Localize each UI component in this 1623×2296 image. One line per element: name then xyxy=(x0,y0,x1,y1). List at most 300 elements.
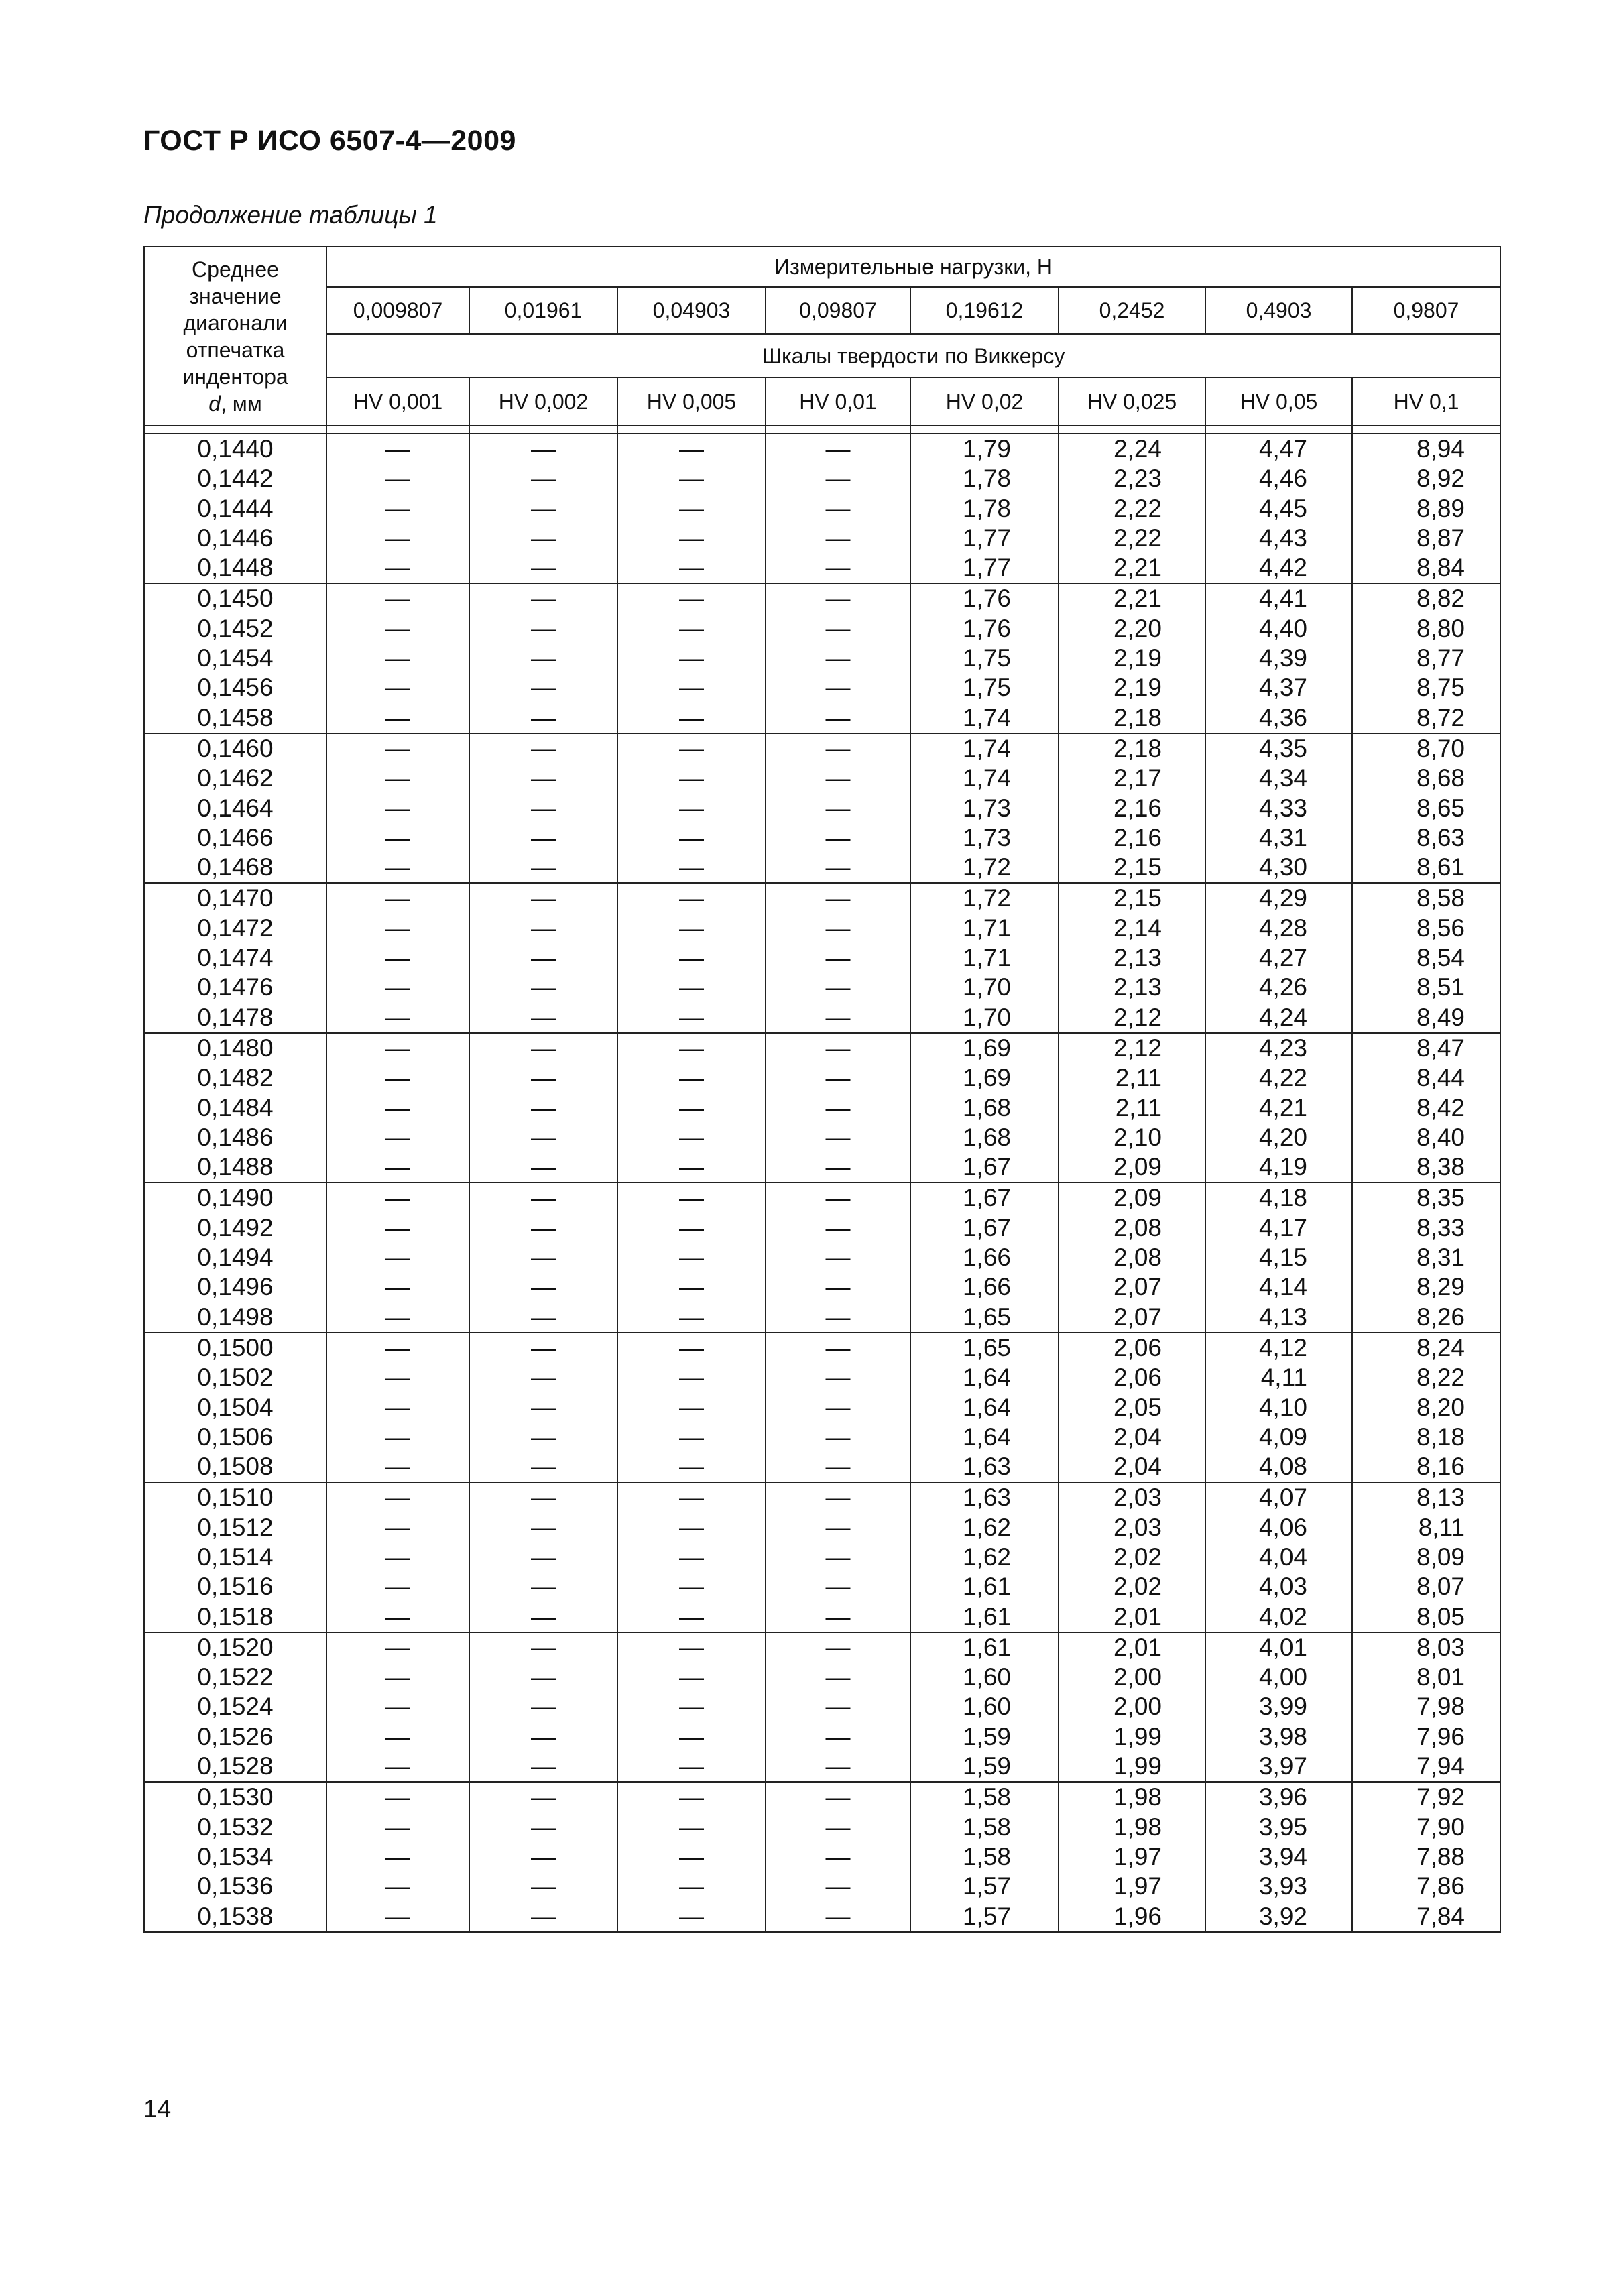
cell-value: 0,1528 xyxy=(197,1752,274,1780)
cell-value: 1,58 xyxy=(962,1783,1011,1811)
loads-title: Измерительные нагрузки, Н xyxy=(326,247,1500,287)
cell-value: 1,69 xyxy=(962,1064,1011,1092)
cell-value: — xyxy=(531,1813,556,1841)
cell-value: 0,1526 xyxy=(197,1722,274,1750)
cell-value: — xyxy=(531,644,556,672)
cell-value: 8,58 xyxy=(1417,884,1465,912)
cell-value: 0,1472 xyxy=(197,914,274,942)
empty-value-cell xyxy=(469,1632,617,1782)
cell-value: — xyxy=(531,1513,556,1541)
cell-value: 3,93 xyxy=(1258,1872,1307,1900)
hv0-025-cell xyxy=(1059,733,1205,883)
cell-value: — xyxy=(679,1902,704,1930)
cell-value: — xyxy=(825,764,851,792)
cell-value: 2,09 xyxy=(1113,1153,1162,1181)
hv0-05-cell xyxy=(1205,1033,1352,1183)
cell-value: 2,22 xyxy=(1113,494,1162,522)
cell-value: 7,90 xyxy=(1417,1813,1465,1841)
cell-value: 7,96 xyxy=(1417,1722,1465,1750)
cell-value: 4,29 xyxy=(1258,884,1307,912)
cell-value: — xyxy=(679,1423,704,1451)
cell-value: — xyxy=(825,734,851,762)
cell-value: — xyxy=(825,1453,851,1481)
cell-value: — xyxy=(385,1872,410,1900)
hv0-05-cell xyxy=(1205,434,1352,583)
cell-value: 2,18 xyxy=(1113,734,1162,762)
cell-value: 8,18 xyxy=(1417,1423,1465,1451)
cell-value: 0,1492 xyxy=(197,1213,274,1242)
scale-header-cell: HV 0,005 xyxy=(617,377,766,426)
cell-value: — xyxy=(385,1484,410,1512)
hv0-1-cell xyxy=(1352,1482,1500,1632)
cell-value: — xyxy=(385,1093,410,1122)
cell-value: 4,31 xyxy=(1258,823,1307,851)
cell-value: — xyxy=(531,1573,556,1601)
cell-value: 8,09 xyxy=(1417,1543,1465,1571)
cell-value: 4,36 xyxy=(1258,703,1307,731)
cell-value: 1,98 xyxy=(1113,1783,1162,1811)
cell-value: — xyxy=(531,1244,556,1272)
cell-value: 7,84 xyxy=(1417,1902,1465,1930)
cell-value: — xyxy=(679,1663,704,1691)
cell-value: — xyxy=(531,1034,556,1062)
cell-value: 3,92 xyxy=(1258,1902,1307,1930)
cell-value: — xyxy=(825,1513,851,1541)
cell-value: 4,03 xyxy=(1258,1573,1307,1601)
cell-value: — xyxy=(531,764,556,792)
cell-value: — xyxy=(679,1453,704,1481)
cell-value: 7,94 xyxy=(1417,1752,1465,1780)
cell-value: — xyxy=(825,1484,851,1512)
hv0-1-cell xyxy=(1352,883,1500,1032)
cell-value: 1,72 xyxy=(962,884,1011,912)
empty-value-cell xyxy=(469,883,617,1032)
hv0-02-cell xyxy=(910,1033,1059,1183)
cell-value: — xyxy=(531,554,556,582)
cell-value: — xyxy=(825,554,851,582)
diagonal-cell xyxy=(144,1632,326,1782)
cell-value: 4,02 xyxy=(1258,1602,1307,1630)
cell-value: — xyxy=(679,1573,704,1601)
cell-value: 2,14 xyxy=(1113,914,1162,942)
cell-value: 8,72 xyxy=(1417,703,1465,731)
cell-value: 4,27 xyxy=(1258,944,1307,972)
cell-value: — xyxy=(531,1842,556,1870)
cell-value: 3,94 xyxy=(1258,1842,1307,1870)
cell-value: — xyxy=(825,794,851,822)
cell-value: — xyxy=(531,1273,556,1301)
cell-value: — xyxy=(531,524,556,552)
cell-value: 7,92 xyxy=(1417,1783,1465,1811)
cell-value: 8,92 xyxy=(1417,465,1465,493)
cell-value: — xyxy=(679,794,704,822)
cell-value: — xyxy=(679,1693,704,1721)
cell-value: — xyxy=(385,1453,410,1481)
cell-value: — xyxy=(679,1303,704,1331)
cell-value: 2,20 xyxy=(1113,614,1162,642)
cell-value: — xyxy=(825,674,851,702)
scale-header-cell: HV 0,025 xyxy=(1059,377,1205,426)
cell-value: 0,1532 xyxy=(197,1813,274,1841)
cell-value: — xyxy=(531,794,556,822)
empty-value-cell xyxy=(326,434,469,583)
cell-value: 1,58 xyxy=(962,1842,1011,1870)
header-separator xyxy=(469,426,617,434)
cell-value: 1,61 xyxy=(962,1602,1011,1630)
cell-value: — xyxy=(385,524,410,552)
cell-value: 4,17 xyxy=(1258,1213,1307,1242)
empty-value-cell xyxy=(469,1782,617,1931)
empty-value-cell xyxy=(326,1482,469,1632)
cell-value: — xyxy=(531,1453,556,1481)
cell-value: 0,1524 xyxy=(197,1693,274,1721)
cell-value: 1,64 xyxy=(962,1364,1011,1392)
cell-value: 1,65 xyxy=(962,1333,1011,1362)
cell-value: — xyxy=(679,1752,704,1780)
cell-value: — xyxy=(679,973,704,1002)
cell-value: — xyxy=(679,1123,704,1151)
load-header-cell: 0,01961 xyxy=(469,287,617,334)
cell-value: 3,95 xyxy=(1258,1813,1307,1841)
scale-header-cell: HV 0,1 xyxy=(1352,377,1500,426)
cell-value: 1,78 xyxy=(962,465,1011,493)
cell-value: 1,96 xyxy=(1113,1902,1162,1930)
cell-value: — xyxy=(385,1722,410,1750)
table-row-group xyxy=(144,1482,1500,1632)
cell-value: 0,1518 xyxy=(197,1602,274,1630)
cell-value: 0,1464 xyxy=(197,794,274,822)
hv0-02-cell xyxy=(910,733,1059,883)
cell-value: 4,39 xyxy=(1258,644,1307,672)
cell-value: — xyxy=(385,973,410,1002)
cell-value: 0,1530 xyxy=(197,1783,274,1811)
cell-value: 2,18 xyxy=(1113,703,1162,731)
cell-value: 4,26 xyxy=(1258,973,1307,1002)
hv0-02-cell xyxy=(910,883,1059,1032)
cell-value: — xyxy=(385,823,410,851)
cell-value: 8,03 xyxy=(1417,1633,1465,1661)
header-line: отпечатка xyxy=(186,337,285,362)
cell-value: 3,97 xyxy=(1258,1752,1307,1780)
cell-value: — xyxy=(825,1213,851,1242)
cell-value: 2,21 xyxy=(1113,554,1162,582)
load-header-cell: 0,9807 xyxy=(1352,287,1500,334)
cell-value: — xyxy=(825,1633,851,1661)
cell-value: 0,1482 xyxy=(197,1064,274,1092)
hv0-02-cell xyxy=(910,583,1059,733)
cell-value: — xyxy=(531,1184,556,1212)
cell-value: — xyxy=(385,585,410,613)
cell-value: 0,1494 xyxy=(197,1244,274,1272)
cell-value: — xyxy=(679,1722,704,1750)
cell-value: — xyxy=(679,1003,704,1031)
cell-value: 2,15 xyxy=(1113,853,1162,882)
cell-value: 0,1500 xyxy=(197,1333,274,1362)
load-header-cell: 0,009807 xyxy=(326,287,469,334)
load-header-cell: 0,04903 xyxy=(617,287,766,334)
cell-value: 0,1516 xyxy=(197,1573,274,1601)
cell-value: 2,08 xyxy=(1113,1213,1162,1242)
cell-value: 2,11 xyxy=(1115,1064,1162,1092)
cell-value: 8,77 xyxy=(1417,644,1465,672)
cell-value: 2,08 xyxy=(1113,1244,1162,1272)
cell-value: — xyxy=(825,973,851,1002)
empty-value-cell xyxy=(326,1333,469,1482)
hv0-1-cell xyxy=(1352,434,1500,583)
cell-value: 4,40 xyxy=(1258,614,1307,642)
cell-value: — xyxy=(679,914,704,942)
header-separator xyxy=(144,426,326,434)
cell-value: — xyxy=(531,1423,556,1451)
cell-value: — xyxy=(679,823,704,851)
empty-value-cell xyxy=(617,733,766,883)
cell-value: 0,1508 xyxy=(197,1453,274,1481)
empty-value-cell xyxy=(326,1183,469,1332)
empty-value-cell xyxy=(469,1183,617,1332)
cell-value: 2,22 xyxy=(1113,524,1162,552)
cell-value: — xyxy=(825,703,851,731)
cell-value: — xyxy=(531,614,556,642)
hv0-1-cell xyxy=(1352,1782,1500,1931)
cell-value: 0,1458 xyxy=(197,703,274,731)
cell-value: — xyxy=(679,1602,704,1630)
empty-value-cell xyxy=(766,1183,910,1332)
cell-value: 4,01 xyxy=(1258,1633,1307,1661)
cell-value: 2,03 xyxy=(1113,1513,1162,1541)
cell-value: — xyxy=(531,823,556,851)
cell-value: 4,10 xyxy=(1258,1393,1307,1421)
cell-value: 0,1452 xyxy=(197,614,274,642)
cell-value: 8,94 xyxy=(1417,435,1465,463)
cell-value: 1,74 xyxy=(962,764,1011,792)
cell-value: — xyxy=(385,1633,410,1661)
cell-value: 0,1488 xyxy=(197,1153,274,1181)
table-row-group xyxy=(144,1632,1500,1782)
cell-value: — xyxy=(679,1244,704,1272)
cell-value: — xyxy=(825,1722,851,1750)
cell-value: 4,04 xyxy=(1258,1543,1307,1571)
cell-value: 0,1462 xyxy=(197,764,274,792)
cell-value: — xyxy=(385,1423,410,1451)
cell-value: — xyxy=(385,1543,410,1571)
cell-value: 2,17 xyxy=(1113,764,1162,792)
cell-value: 1,67 xyxy=(962,1213,1011,1242)
cell-value: 0,1502 xyxy=(197,1364,274,1392)
diagonal-cell xyxy=(144,733,326,883)
cell-value: — xyxy=(679,644,704,672)
cell-value: 0,1510 xyxy=(197,1484,274,1512)
cell-value: 1,60 xyxy=(962,1693,1011,1721)
scales-title: Шкалы твердости по Виккерсу xyxy=(326,334,1500,377)
cell-value: — xyxy=(825,944,851,972)
cell-value: — xyxy=(531,734,556,762)
cell-value: — xyxy=(825,585,851,613)
cell-value: — xyxy=(385,1602,410,1630)
cell-value: — xyxy=(825,1663,851,1691)
cell-value: 7,86 xyxy=(1417,1872,1465,1900)
header-separator xyxy=(617,426,766,434)
diagonal-cell xyxy=(144,583,326,733)
table-row-group xyxy=(144,1333,1500,1482)
cell-value: 0,1484 xyxy=(197,1093,274,1122)
diagonal-cell xyxy=(144,1033,326,1183)
cell-value: — xyxy=(679,1842,704,1870)
cell-value: 1,74 xyxy=(962,734,1011,762)
cell-value: 8,87 xyxy=(1417,524,1465,552)
cell-value: — xyxy=(385,1333,410,1362)
cell-value: 8,16 xyxy=(1417,1453,1465,1481)
cell-value: — xyxy=(825,644,851,672)
scale-header-cell: HV 0,002 xyxy=(469,377,617,426)
cell-value: 8,29 xyxy=(1417,1273,1465,1301)
hv0-025-cell xyxy=(1059,583,1205,733)
cell-value: — xyxy=(679,674,704,702)
cell-value: 1,61 xyxy=(962,1573,1011,1601)
hv0-1-cell xyxy=(1352,1632,1500,1782)
cell-value: — xyxy=(825,1543,851,1571)
cell-value: — xyxy=(825,1093,851,1122)
empty-value-cell xyxy=(617,1632,766,1782)
cell-value: 2,15 xyxy=(1113,884,1162,912)
cell-value: — xyxy=(385,734,410,762)
cell-value: — xyxy=(825,853,851,882)
diagonal-column-header xyxy=(144,247,326,426)
cell-value: 2,06 xyxy=(1113,1364,1162,1392)
empty-value-cell xyxy=(766,733,910,883)
cell-value: 1,71 xyxy=(962,944,1011,972)
cell-value: 4,13 xyxy=(1258,1303,1307,1331)
diagonal-cell xyxy=(144,434,326,583)
document-title: ГОСТ Р ИСО 6507-4—2009 xyxy=(143,125,516,157)
empty-value-cell xyxy=(617,1033,766,1183)
cell-value: — xyxy=(531,1484,556,1512)
cell-value: — xyxy=(385,1393,410,1421)
diagonal-cell xyxy=(144,1333,326,1482)
cell-value: 0,1514 xyxy=(197,1543,274,1571)
cell-value: — xyxy=(385,1573,410,1601)
cell-value: 8,80 xyxy=(1417,614,1465,642)
cell-value: 8,01 xyxy=(1417,1663,1465,1691)
cell-value: 8,42 xyxy=(1417,1093,1465,1122)
cell-value: — xyxy=(385,1184,410,1212)
cell-value: 1,67 xyxy=(962,1153,1011,1181)
cell-value: 8,05 xyxy=(1417,1602,1465,1630)
cell-value: 1,79 xyxy=(962,435,1011,463)
hv0-1-cell xyxy=(1352,1183,1500,1332)
cell-value: — xyxy=(679,1273,704,1301)
cell-value: — xyxy=(825,524,851,552)
cell-value: — xyxy=(679,1543,704,1571)
cell-value: 1,70 xyxy=(962,973,1011,1002)
header-line: Среднее xyxy=(192,257,279,282)
empty-value-cell xyxy=(617,1333,766,1482)
hv0-025-cell xyxy=(1059,1632,1205,1782)
cell-value: — xyxy=(679,435,704,463)
cell-value: — xyxy=(531,884,556,912)
cell-value: 1,76 xyxy=(962,585,1011,613)
cell-value: 4,07 xyxy=(1258,1484,1307,1512)
cell-value: 0,1456 xyxy=(197,674,274,702)
table-row-group xyxy=(144,434,1500,583)
cell-value: 1,70 xyxy=(962,1003,1011,1031)
header-line: индентора xyxy=(182,364,288,389)
cell-value: — xyxy=(385,1663,410,1691)
empty-value-cell xyxy=(617,583,766,733)
hv0-025-cell xyxy=(1059,1183,1205,1332)
cell-value: 1,66 xyxy=(962,1273,1011,1301)
cell-value: — xyxy=(531,1693,556,1721)
cell-value: — xyxy=(825,1842,851,1870)
cell-value: — xyxy=(385,1783,410,1811)
cell-value: 1,75 xyxy=(962,674,1011,702)
cell-value: — xyxy=(385,614,410,642)
cell-value: — xyxy=(385,1064,410,1092)
cell-value: 1,99 xyxy=(1113,1752,1162,1780)
cell-value: — xyxy=(825,1573,851,1601)
cell-value: 1,72 xyxy=(962,853,1011,882)
header-separator xyxy=(326,426,469,434)
cell-value: 7,98 xyxy=(1417,1693,1465,1721)
cell-value: — xyxy=(531,1543,556,1571)
cell-value: 4,28 xyxy=(1258,914,1307,942)
header-separator xyxy=(1352,426,1500,434)
cell-value: 1,59 xyxy=(962,1722,1011,1750)
cell-value: 8,54 xyxy=(1417,944,1465,972)
header-separator xyxy=(1205,426,1352,434)
cell-value: 1,62 xyxy=(962,1543,1011,1571)
cell-value: 0,1478 xyxy=(197,1003,274,1031)
cell-value: 0,1486 xyxy=(197,1123,274,1151)
cell-value: — xyxy=(679,764,704,792)
cell-value: 2,13 xyxy=(1113,973,1162,1002)
cell-value: — xyxy=(531,1393,556,1421)
cell-value: — xyxy=(825,435,851,463)
cell-value: 1,75 xyxy=(962,644,1011,672)
cell-value: 2,10 xyxy=(1113,1123,1162,1151)
cell-value: — xyxy=(679,1633,704,1661)
cell-value: 0,1450 xyxy=(197,585,274,613)
cell-value: — xyxy=(385,853,410,882)
cell-value: — xyxy=(385,494,410,522)
cell-value: — xyxy=(385,435,410,463)
cell-value: 4,22 xyxy=(1258,1064,1307,1092)
cell-value: 4,19 xyxy=(1258,1153,1307,1181)
cell-value: — xyxy=(531,1213,556,1242)
cell-value: 4,12 xyxy=(1258,1333,1307,1362)
cell-value: 8,70 xyxy=(1417,734,1465,762)
cell-value: 1,99 xyxy=(1113,1722,1162,1750)
cell-value: — xyxy=(679,554,704,582)
cell-value: — xyxy=(679,1213,704,1242)
cell-value: — xyxy=(531,1902,556,1930)
hv0-05-cell xyxy=(1205,1632,1352,1782)
hv0-05-cell xyxy=(1205,583,1352,733)
cell-value: — xyxy=(531,1093,556,1122)
cell-value: 2,24 xyxy=(1113,435,1162,463)
cell-value: 4,43 xyxy=(1258,524,1307,552)
cell-value: — xyxy=(531,1752,556,1780)
cell-value: 8,51 xyxy=(1417,973,1465,1002)
cell-value: — xyxy=(825,1602,851,1630)
empty-value-cell xyxy=(326,1033,469,1183)
cell-value: 2,05 xyxy=(1113,1393,1162,1421)
cell-value: 0,1444 xyxy=(197,494,274,522)
cell-value: — xyxy=(825,1902,851,1930)
cell-value: 2,11 xyxy=(1115,1093,1162,1122)
cell-value: 2,06 xyxy=(1113,1333,1162,1362)
cell-value: — xyxy=(385,1842,410,1870)
cell-value: 1,58 xyxy=(962,1813,1011,1841)
